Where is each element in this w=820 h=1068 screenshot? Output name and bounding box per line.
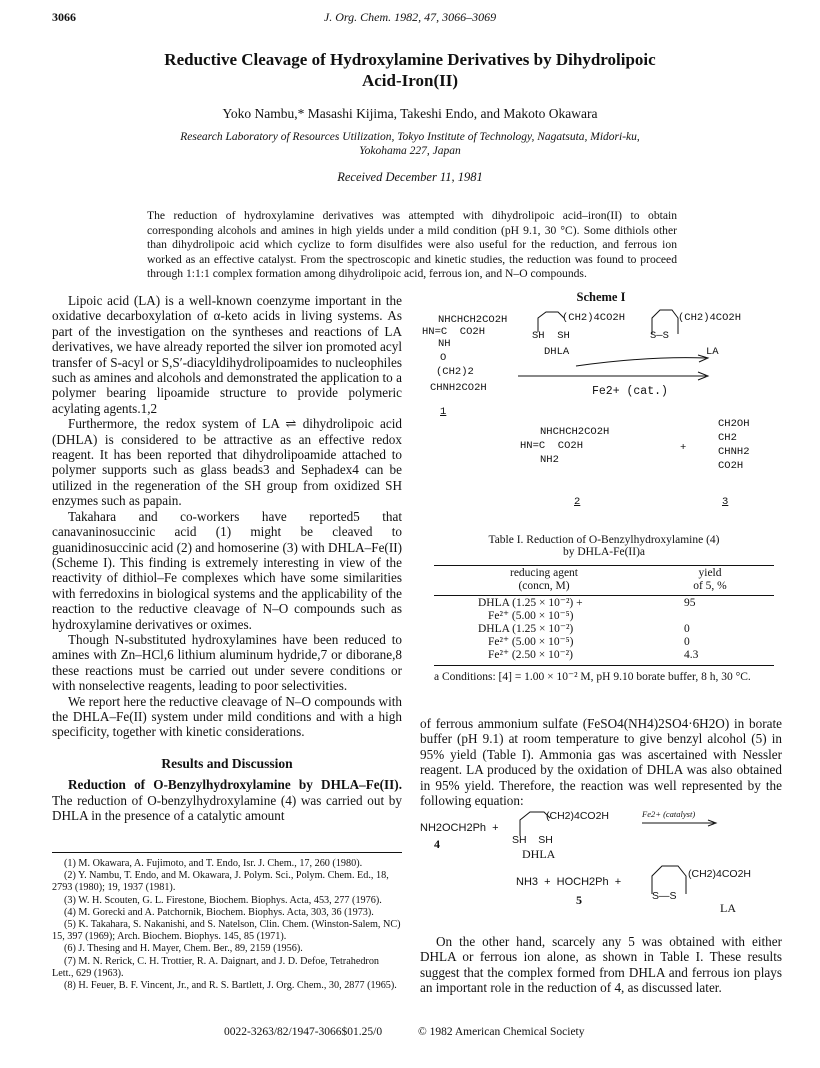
compound-2-label: 2 (574, 496, 581, 508)
table-cell-agent: Fe²⁺ (5.00 × 10⁻⁵) (488, 610, 574, 622)
table-row (434, 623, 774, 636)
compound-2-line-3: NH2 (540, 454, 559, 466)
eq-la-label: LA (720, 901, 736, 915)
right-paragraph-1-text: of ferrous ammonium sulfate (FeSO4(NH4)2SO4·6H2O) in borate buffer (pH 9.1) at room temperature to give benzyl alcohol (5) in 95% yield (Table I). Ammonia gas was ascertained with Nessler reagent. LA produced by the oxidation of DHLA was also obtained in 95% yield. Therefore, the reaction was well represented by the following equation: (420, 716, 782, 809)
la-chain: (CH2)4CO2H (678, 312, 742, 324)
table-row (434, 597, 774, 610)
eq-label-5: 5 (576, 893, 582, 907)
scheme-1 (416, 290, 786, 520)
table-caption-line-2: by DHLA-Fe(II)a (562, 546, 646, 558)
dhla-label: DHLA (544, 346, 570, 358)
table-row (434, 636, 774, 649)
reference-item: (3) W. H. Scouten, G. L. Firestone, Biochem. Biophys. Acta, 453, 277 (1976). (64, 894, 382, 906)
intro-paragraph-4: Though N-substituted hydroxylamines have been reduced to amines with Zn–HCl,6 lithium aluminum hydride,7 or diborane,8 these reactions must be carried out under severe conditions or with nonselective reagents, leading to poor selectivities. (52, 631, 402, 694)
compound-3-line-4: CO2H (718, 460, 744, 472)
compound-1-line-5: (CH2)2 (436, 366, 474, 378)
right-paragraph-2 (420, 934, 782, 996)
scheme-title: Scheme I (576, 290, 626, 304)
eq-dhla-label: DHLA (522, 847, 556, 861)
eq-la-chain: (CH2)4CO2H (688, 868, 752, 880)
eq-catalyst: Fe2+ (catalyst) (642, 809, 696, 819)
table-cell-agent: DHLA (1.25 × 10⁻²) (478, 623, 574, 635)
table-header-agent (464, 567, 624, 593)
header-yield-line-1: yield (698, 567, 722, 579)
compound-3-line-3: CHNH2 (718, 446, 750, 458)
intro-paragraph-5: We report here the reductive cleavage of N–O compounds with the DHLA–Fe(II) system under mild conditions and with a high specificity, together with kinetic considerations. (52, 693, 402, 740)
journal-header: J. Org. Chem. 1982, 47, 3066–3069 (323, 10, 497, 24)
table-body (434, 597, 774, 662)
eq-la-disulfide: S—S (652, 890, 677, 902)
table-header-rule (434, 595, 774, 596)
table-bottom-rule (434, 665, 774, 666)
compound-1-label: 1 (440, 406, 447, 418)
reference-item: (7) M. N. Rerick, C. H. Trottier, R. A. Daignart, and J. D. Defoe, Tetrahedron Lett., 629 (1963). (52, 955, 380, 979)
compound-1-line-3: NH (438, 338, 451, 350)
eq-products: NH3 + HOCH2Ph + (516, 876, 622, 888)
eq-dhla-chain: (CH2)4CO2H (546, 810, 610, 822)
footer-copyright: © 1982 American Chemical Society (418, 1026, 585, 1038)
la-label: LA (706, 346, 719, 358)
compound-3-line-1: CH2OH (718, 418, 750, 430)
equation-reactant: NH2OCH2Ph + (420, 822, 499, 834)
scheme-plus: + (680, 442, 687, 454)
compound-2-line-2: HN=C CO2H (520, 440, 584, 452)
dhla-chain: (CH2)4CO2H (562, 312, 626, 324)
eq-dhla-sh: SH SH (512, 834, 553, 846)
table-cell-yield: 95 (684, 597, 696, 609)
reference-item: (8) H. Feuer, B. F. Vincent, Jr., and R. S. Bartlett, J. Org. Chem., 30, 2877 (1965). (64, 980, 397, 992)
references-divider (52, 852, 402, 853)
right-paragraph-2-text: On the other hand, scarcely any 5 was obtained with either DHLA or ferrous ion alone, as shown in Table I. These results suggest that the complex formed from DHLA and ferrous ion plays an important role in the reduction of 4, as discussed later. (420, 934, 782, 996)
title-line-2: Acid-Iron(II) (361, 71, 459, 90)
table-footnote: a Conditions: [4] = 1.00 × 10⁻² M, pH 9.10 borate buffer, 8 h, 30 °C. (434, 671, 751, 683)
table-header-yield (660, 567, 760, 593)
received-date: Received December 11, 1981 (337, 170, 483, 184)
abstract: The reduction of hydroxylamine derivatives was attempted with dihydrolipoic acid–iron(II) to obtain corresponding alcohols and amines in high yields under a mild condition (pH 9.1, 30 °C). Some dithiols other than dihydrolipoic acid which cyclize to form disulfides were also useful for the reduction, and ferrous ion worked as an effective catalyst. From the spectroscopic and kinetic studies, the reduction was found to proceed through 1:1:1 complex formation among dihydrolipoic acid, ferrous ion, and N–O compounds. (147, 209, 677, 281)
reference-item: (4) M. Gorecki and A. Patchornik, Biochem. Biophys. Acta, 303, 36 (1973). (64, 906, 374, 918)
la-disulfide: S—S (650, 330, 669, 342)
equation-label-4: 4 (434, 837, 440, 851)
intro-paragraph-2: Furthermore, the redox system of LA ⇌ dihydrolipoic acid (DHLA) is considered to be attractive as an effective redox reagent. It has been reported that dihydrolipoamide attached to polymer supports such as glass beads3 and Sephadex4 can be utilized in the regeneration of the SH group from oxidized SH enzymes such as papain. (52, 416, 402, 509)
dhla-sh-groups: SH SH (532, 330, 570, 342)
compound-1-line-1: NHCHCH2CO2H (438, 314, 508, 326)
sub-heading: Reduction of O-Benzylhydroxylamine by DHLA–Fe(II). (68, 777, 402, 793)
compound-1-line-6: CHNH2CO2H (430, 382, 487, 394)
reference-item: (2) Y. Nambu, T. Endo, and M. Okawara, J. Polym. Sci., Polym. Chem. Ed., 18, 2793 (1980); 19, 1937 (1981). (52, 870, 389, 894)
header-yield-line-2: of 5, % (693, 580, 727, 592)
authors: Yoko Nambu,* Masashi Kijima, Takeshi Endo, and Makoto Okawara (222, 106, 598, 121)
table-row (434, 649, 774, 662)
table-cell-yield: 0 (684, 623, 690, 635)
footer-code: 0022-3263/82/1947-3066$01.25/0 (224, 1026, 383, 1038)
table-cell-yield: 0 (684, 636, 690, 648)
table-cell-agent: DHLA (1.25 × 10⁻²) + (478, 597, 583, 609)
table-cell-agent: Fe²⁺ (5.00 × 10⁻⁵) (488, 636, 574, 648)
compound-1-line-4: O (440, 352, 447, 364)
table-cell-agent: Fe²⁺ (2.50 × 10⁻²) (488, 649, 573, 661)
affiliation-line-1: Research Laboratory of Resources Utilization, Tokyo Institute of Technology, Nagatsuta, Midori-ku, (180, 131, 640, 143)
references (52, 858, 402, 992)
left-column (52, 293, 402, 823)
header-agent-line-1: reducing agent (509, 567, 578, 579)
reference-item: (6) J. Thesing and H. Mayer, Chem. Ber., 89, 2159 (1956). (64, 943, 303, 955)
table-row (434, 610, 774, 623)
intro-paragraph-3: Takahara and co-workers have reported5 that canavaninosuccinic acid (1) might be cleaved to guanidinosuccinic acid (2) and homoserine (3) with DHLA–Fe(II) (Scheme I). This finding is extremely interesting in view of the reactivity of dithiol–Fe complexes which have some similarities with ferredoxins in biological systems and the applicability of the reaction to the reductive cleavage of N–O compounds such as hydroxylamine derivatives or oximes. (52, 508, 402, 632)
results-text: The reduction of O-benzylhydroxylamine (4) was carried out by DHLA in the presence of a catalytic amount (52, 792, 402, 823)
intro-paragraph-1: Lipoic acid (LA) is a well-known coenzyme important in the oxidative decarboxylation of α-keto acids in living systems. As part of the investigation on the syntheses and reactions of LA derivatives, we have already reported the silver ion promoted acyl transfer of S-acyl or S,S′-diacyldihydrolipoamides to nucleophiles such as amines and alcohols and demonstrated the application to a polymer bearing lipoamide structure to provide polymeric acylating agents.1,2 (52, 293, 402, 416)
results-paragraph (52, 777, 402, 823)
header-agent-line-2: (concn, M) (518, 580, 570, 592)
title-line-1: Reductive Cleavage of Hydroxylamine Derivatives by Dihydrolipoic (164, 50, 656, 69)
affiliation-line-2: Yokohama 227, Japan (359, 145, 461, 157)
table-caption-line-1: Table I. Reduction of O-Benzylhydroxylamine (4) (488, 534, 720, 546)
right-paragraph-1 (420, 716, 782, 808)
scheme-catalyst: Fe2+ (cat.) (592, 385, 668, 398)
reference-item: (1) M. Okawara, A. Fujimoto, and T. Endo, Isr. J. Chem., 17, 260 (1980). (64, 858, 363, 869)
table-cell-yield: 4.3 (684, 649, 699, 661)
reaction-arrow-icon (516, 354, 716, 384)
table-caption (434, 534, 774, 558)
compound-2-line-1: NHCHCH2CO2H (540, 426, 610, 438)
compound-1-line-2: HN=C CO2H (422, 326, 486, 338)
compound-3-label: 3 (722, 496, 729, 508)
eq-arrow-icon (640, 818, 720, 828)
compound-3-line-2: CH2 (718, 432, 737, 444)
page-number: 3066 (52, 10, 76, 24)
reference-item: (5) K. Takahara, S. Nakanishi, and S. Natelson, Clin. Chem. (Winston-Salem, NC) 15, 397 (1969); Arch. Biochem. Biophys. 145, 85 (1971). (52, 919, 401, 943)
table-top-rule (434, 565, 774, 566)
section-heading: Results and Discussion (161, 755, 293, 771)
